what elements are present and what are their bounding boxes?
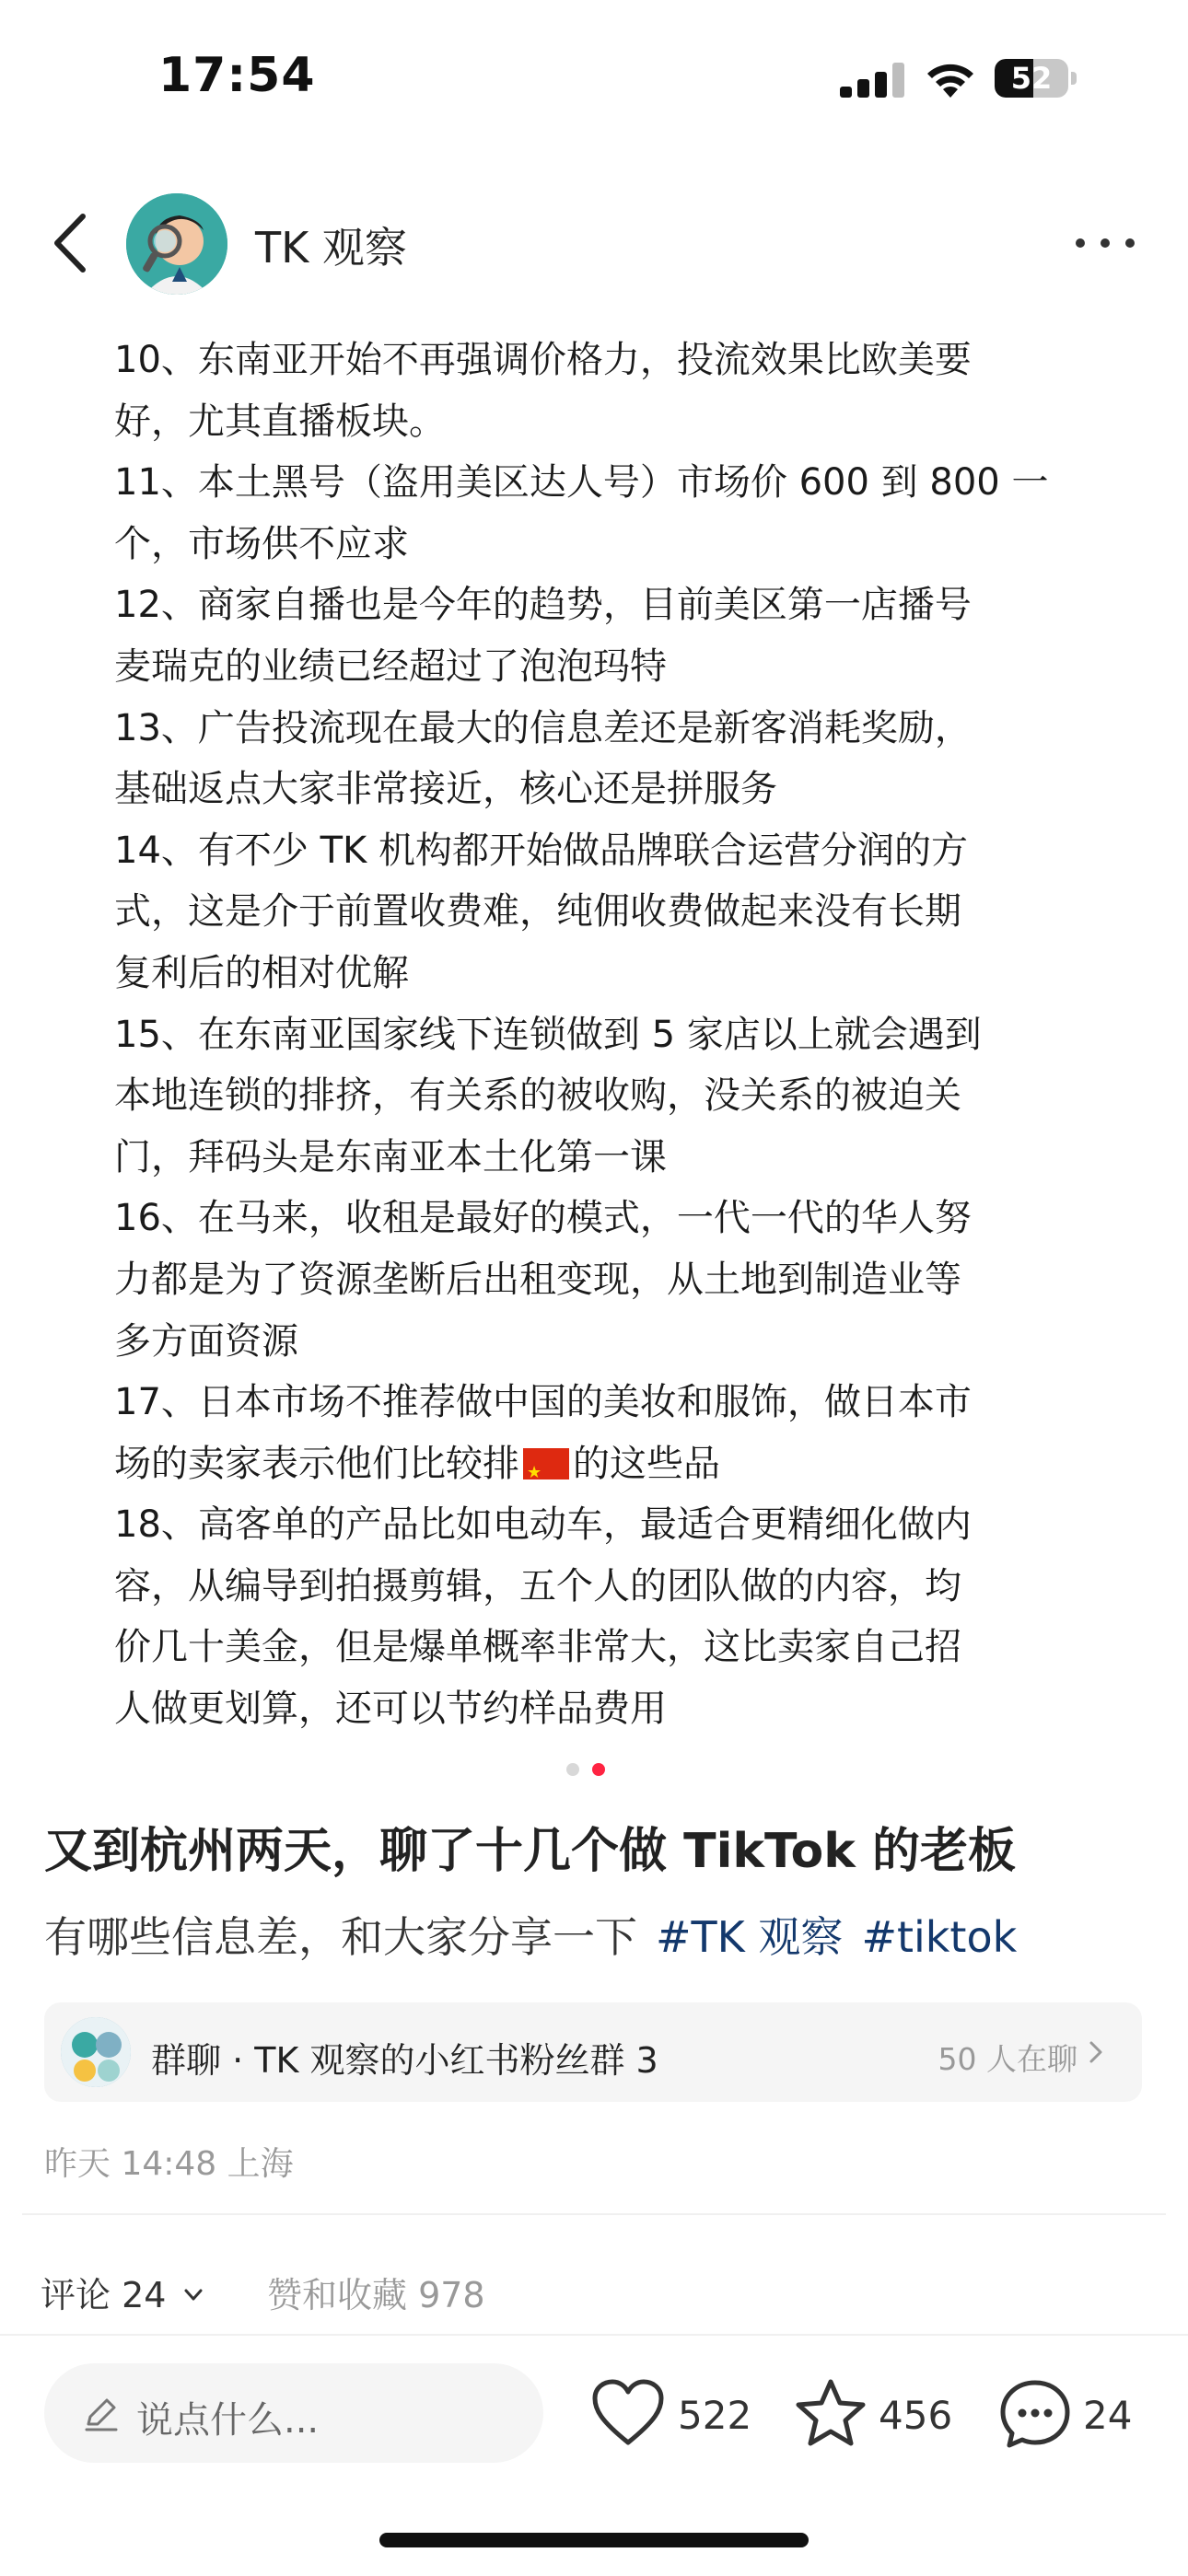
image-text-line [114, 514, 1090, 575]
image-text-segment: 场的卖家表示他们比较排 [114, 1442, 519, 1485]
group-chat-name: 群聊 · TK 观察的小红书粉丝群 3 [151, 2040, 658, 2081]
image-text-segment: 价几十美金，但是爆单概率非常大，这比卖家自己招 [114, 1626, 961, 1669]
image-text-segment: 14、有不少 TK 机构都开始做品牌联合运营分润的方 [114, 829, 968, 872]
image-text-line [114, 1188, 1090, 1249]
wifi-icon [923, 57, 978, 99]
battery-icon [995, 59, 1077, 98]
image-text-segment: 好，尤其直播板块。 [114, 400, 446, 443]
image-text-line [114, 820, 1090, 882]
image-text-segment: 复利后的相对优解 [114, 951, 409, 994]
post-body-text: 有哪些信息差，和大家分享一下 [44, 1912, 637, 1962]
image-text-segment: 式，这是介于前置收费难，纯佣收费做起来没有长期 [114, 890, 961, 934]
pagination-dot[interactable] [566, 1763, 579, 1776]
image-text-line [114, 330, 1090, 391]
image-text-segment: 个，市场供不应求 [114, 522, 409, 565]
avatar-illustration-icon [126, 193, 227, 295]
status-bar [0, 0, 1188, 147]
author-avatar[interactable] [126, 193, 227, 295]
image-text-segment: 门，拜码头是东南亚本土化第一课 [114, 1135, 667, 1178]
image-text-segment: 容，从编导到拍摄剪辑，五个人的团队做的内容，均 [114, 1564, 961, 1607]
hashtag-tiktok[interactable]: #tiktok [861, 1912, 1018, 1962]
pagination-dot-active[interactable] [592, 1763, 605, 1776]
image-text-line [114, 1127, 1090, 1189]
likes-favorites-tab[interactable]: 赞和收藏 978 [267, 2275, 485, 2315]
image-text-line [114, 1311, 1090, 1373]
more-options-button[interactable] [1076, 224, 1135, 261]
hashtag-tk[interactable]: #TK 观察 [656, 1912, 844, 1962]
like-count: 522 [678, 2393, 752, 2438]
cellular-signal-icon [840, 63, 904, 98]
favorite-button[interactable] [794, 2373, 960, 2455]
post-title: 又到杭州两天，聊了十几个做 TikTok 的老板 [44, 1824, 1016, 1879]
comment-placeholder: 说点什么... [136, 2399, 320, 2442]
group-avatar-icon [61, 2017, 131, 2087]
image-text-segment: 力都是为了资源垄断后出租变现，从土地到制造业等 [114, 1258, 961, 1301]
home-indicator [379, 2533, 809, 2547]
post-header [0, 180, 1188, 308]
back-button[interactable] [46, 209, 101, 278]
image-text-segment: 的这些品 [573, 1442, 720, 1485]
image-text-segment: 17、日本市场不推荐做中国的美妆和服饰，做日本市 [114, 1381, 972, 1424]
china-flag-icon [523, 1448, 569, 1479]
image-text-line [114, 452, 1090, 514]
pencil-icon [81, 2393, 122, 2433]
image-text-segment: 10、东南亚开始不再强调价格力，投流效果比欧美要 [114, 339, 972, 381]
image-text-segment: 多方面资源 [114, 1319, 298, 1363]
group-avatar [61, 2017, 131, 2087]
image-text-segment: 18、高客单的产品比如电动车，最适合更精细化做内 [114, 1503, 972, 1547]
image-text-line [114, 1494, 1090, 1556]
image-text-segment: 基础返点大家非常接近，核心还是拼服务 [114, 768, 777, 811]
image-text-line [114, 1004, 1090, 1066]
status-time: 17:54 [158, 48, 316, 103]
image-text-segment: 11、本土黑号（盗用美区达人号）市场价 600 到 800 一 [114, 461, 1049, 505]
image-text-line [114, 391, 1090, 453]
comment-bubble-icon [998, 2378, 1072, 2450]
battery-level: 52 [1010, 61, 1053, 96]
favorite-count: 456 [879, 2393, 953, 2438]
image-text-segment: 本地连锁的排挤，有关系的被收购，没关系的被迫关 [114, 1074, 961, 1118]
group-chat-card[interactable] [44, 2002, 1142, 2102]
image-text-line [114, 698, 1090, 760]
like-button[interactable] [591, 2373, 757, 2455]
image-text-line [114, 1372, 1090, 1433]
image-text-segment: 16、在马来，收租是最好的模式，一代一代的华人努 [114, 1197, 972, 1240]
image-text-line [114, 574, 1090, 636]
divider [22, 2213, 1166, 2215]
image-text-line [114, 1556, 1090, 1618]
image-text-segment: 12、商家自播也是今年的趋势，目前美区第一店播号 [114, 584, 972, 627]
image-text-line [114, 636, 1090, 698]
post-timestamp-location: 昨天 14:48 上海 [44, 2145, 294, 2183]
chevron-down-icon [183, 2287, 204, 2303]
image-text-line [114, 1617, 1090, 1678]
post-image-slide[interactable] [114, 330, 1090, 1740]
image-text-line [114, 1249, 1090, 1311]
image-text-line [114, 759, 1090, 820]
chevron-right-icon [1087, 2039, 1105, 2065]
image-text-line [114, 1433, 1090, 1495]
comment-input[interactable] [44, 2363, 543, 2463]
comment-count: 24 [1083, 2393, 1133, 2438]
image-text-line [114, 1678, 1090, 1740]
image-text-segment: 15、在东南亚国家线下连锁做到 5 家店以上就会遇到 [114, 1013, 982, 1056]
image-text-line [114, 881, 1090, 943]
comment-button[interactable] [998, 2373, 1155, 2455]
carousel-pagination [566, 1763, 612, 1778]
image-text-segment: 麦瑞克的业绩已经超过了泡泡玛特 [114, 644, 667, 688]
comments-tab-label: 评论 24 [41, 2275, 167, 2315]
image-text-segment: 人做更划算，还可以节约样品费用 [114, 1688, 667, 1731]
image-text-line [114, 943, 1090, 1004]
author-name[interactable]: TK 观察 [255, 223, 407, 273]
star-icon [794, 2378, 868, 2448]
post-body [44, 1904, 1017, 1965]
image-text-segment: 13、广告投流现在最大的信息差还是新客消耗奖励， [114, 706, 972, 749]
comments-sort-tab[interactable] [41, 2267, 204, 2317]
image-text-line [114, 1065, 1090, 1127]
heart-icon [591, 2378, 665, 2448]
group-chat-count: 50 人在聊 [938, 2041, 1077, 2077]
